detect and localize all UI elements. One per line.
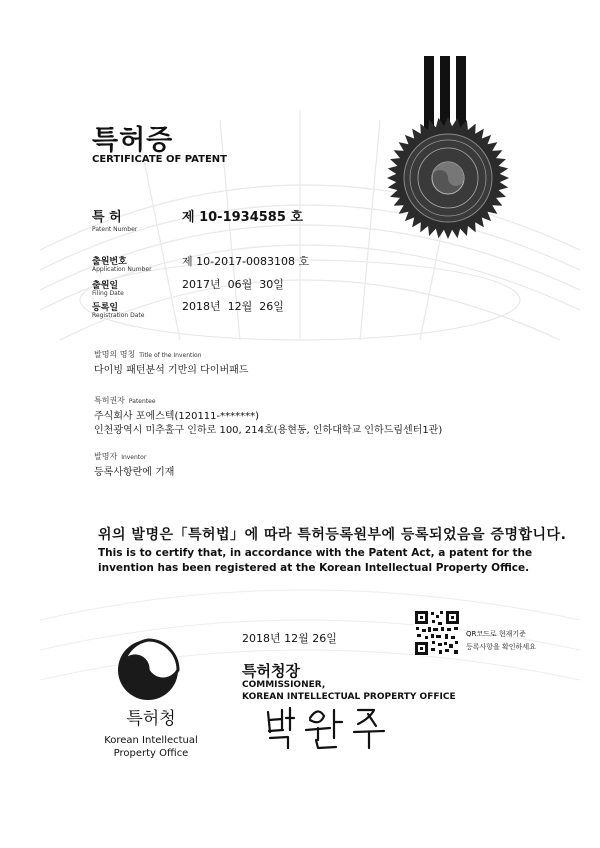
commissioner-line2: KOREAN INTELLECTUAL PROPERTY OFFICE [242,692,456,702]
application-number-label-en: Application Number [92,266,152,273]
registration-date-value: 2018년 12월 26일 [182,300,284,313]
certification-text-ko: 위의 발명은「특허법」에 따라 특허등록원부에 등록되었음을 증명합니다. [98,527,567,543]
inventor-value: 등록사항란에 기재 [94,467,175,478]
patent-number-label-en: Patent Number [92,226,138,233]
certificate-title-en: CERTIFICATE OF PATENT [92,154,227,165]
issue-date: 2018년 12월 26일 [242,632,337,645]
patent-number-label: 특 허 [92,210,122,225]
inventor-label [94,451,146,462]
inventor-label-en: Inventor [121,454,147,461]
qr-instruction-line2: 등록사항을 확인하세요 [466,643,536,651]
certification-text-en: This is to certify that, in accordance with the Patent Act, a patent for the invention has been registered at the Korean Intellectual Property Office. [98,547,533,574]
qr-instruction-line1: QR코드로 현재기준 [466,630,526,638]
patentee-label-en: Patentee [128,398,156,405]
invention-label-ko: 발명의 명칭 [94,350,136,359]
patentee-label [94,395,156,406]
kipo-name-en-line1: Korean Intellectual [104,735,198,746]
patent-number-value: 제 10-1934585 호 [182,210,303,225]
seal-emblem-icon [386,116,510,240]
kipo-name-en [86,734,216,760]
registration-date-label-en: Registration Date [92,312,145,319]
qr-instruction [466,628,536,654]
patentee-label-ko: 특허권자 [94,396,125,405]
commissioner-title: 특허청장 [242,662,300,680]
certificate-title: 특허증 [92,125,174,156]
patentee-address: 인천광역시 미추홀구 인하로 100, 214호(용현동, 인하대학교 인하드림센터1관) [94,425,443,436]
application-number-value: 제 10-2017-0083108 호 [182,255,310,268]
qr-code-icon[interactable] [414,610,460,656]
commissioner-signature [258,700,398,752]
inventor-label-ko: 발명자 [94,452,118,461]
patentee-name: 주식회사 포에스텍(120111-*******) [94,411,260,422]
invention-title: 다이빙 패턴분석 기반의 다이버패드 [94,365,249,376]
filing-date-label: 출원일 [92,281,119,291]
kipo-name-ko: 특허청 [126,709,176,729]
commissioner-line1: COMMISSIONER, [242,680,326,690]
invention-label-en: Title of the Invention [139,352,202,359]
kipo-name-en-line2: Property Office [113,748,189,759]
filing-date-label-en: Filing Date [92,290,124,297]
invention-label [94,349,202,360]
application-number-label: 출원번호 [92,257,127,267]
registration-date-label: 등록일 [92,303,119,313]
kipo-logo-icon [110,636,186,702]
filing-date-value: 2017년 06월 30일 [182,278,284,291]
